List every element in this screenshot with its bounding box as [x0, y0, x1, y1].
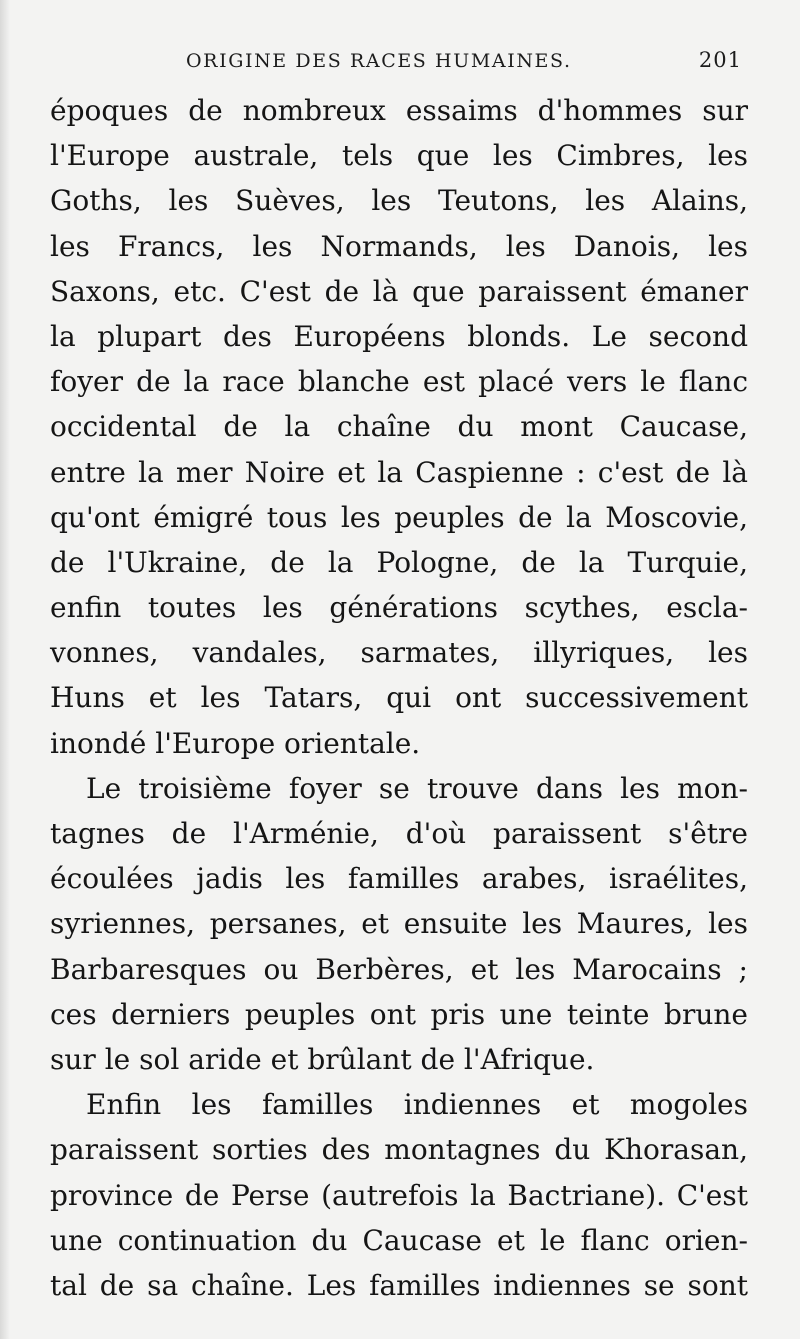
- text-line: province de Perse (autrefois la Bactriane). C'est: [50, 1178, 748, 1212]
- text-line: syriennes, persanes, et ensuite les Maures, les: [50, 907, 748, 941]
- text-line: de l'Ukraine, de la Pologne, de la Turquie,: [50, 545, 748, 579]
- text-line: l'Europe australe, tels que les Cimbres, les: [50, 139, 748, 173]
- text-line: les Francs, les Normands, les Danois, les: [50, 229, 748, 263]
- text-line: inondé l'Europe orientale.: [50, 726, 421, 760]
- text-line: qu'ont émigré tous les peuples de la Moscovie,: [50, 500, 748, 534]
- text-line: entre la mer Noire et la Caspienne : c'est de là: [50, 455, 748, 489]
- page-header: [50, 44, 750, 84]
- text-line: Goths, les Suèves, les Teutons, les Alains,: [50, 184, 748, 218]
- text-line: écoulées jadis les familles arabes, israélites,: [50, 862, 748, 896]
- text-line: époques de nombreux essaims d'hommes sur: [50, 94, 748, 127]
- running-title: ORIGINE DES RACES HUMAINES.: [186, 50, 572, 72]
- text-line: Huns et les Tatars, qui ont successivement: [50, 681, 748, 715]
- text-line: ces derniers peuples ont pris une teinte brune: [50, 997, 748, 1031]
- text-line: paraissent sorties des montagnes du Khorasan,: [50, 1133, 748, 1167]
- text-line: Le troisième foyer se trouve dans les mon-: [86, 771, 748, 805]
- text-line: tagnes de l'Arménie, d'où paraissent s'être: [50, 817, 748, 850]
- text-line: enfin toutes les générations scythes, escla-: [50, 591, 748, 625]
- page-number: 201: [698, 48, 742, 72]
- text-line: vonnes, vandales, sarmates, illyriques, les: [50, 636, 748, 670]
- text-line: foyer de la race blanche est placé vers le flanc: [50, 365, 748, 399]
- text-line: occidental de la chaîne du mont Caucase,: [50, 410, 748, 444]
- text-line: Enfin les familles indiennes et mogoles: [86, 1088, 748, 1122]
- text-line: la plupart des Européens blonds. Le second: [50, 319, 748, 353]
- text-line: sur le sol aride et brûlant de l'Afrique.: [50, 1042, 595, 1076]
- text-line: Barbaresques ou Berbères, et les Marocains ;: [50, 952, 748, 986]
- page-edge-shadow: [0, 0, 10, 1339]
- text-line: une continuation du Caucase et le flanc orien-: [50, 1223, 748, 1257]
- text-line: Saxons, etc. C'est de là que paraissent émaner: [50, 274, 748, 308]
- body-text: [50, 88, 748, 1308]
- text-line: tal de sa chaîne. Les familles indiennes se sont: [50, 1268, 748, 1302]
